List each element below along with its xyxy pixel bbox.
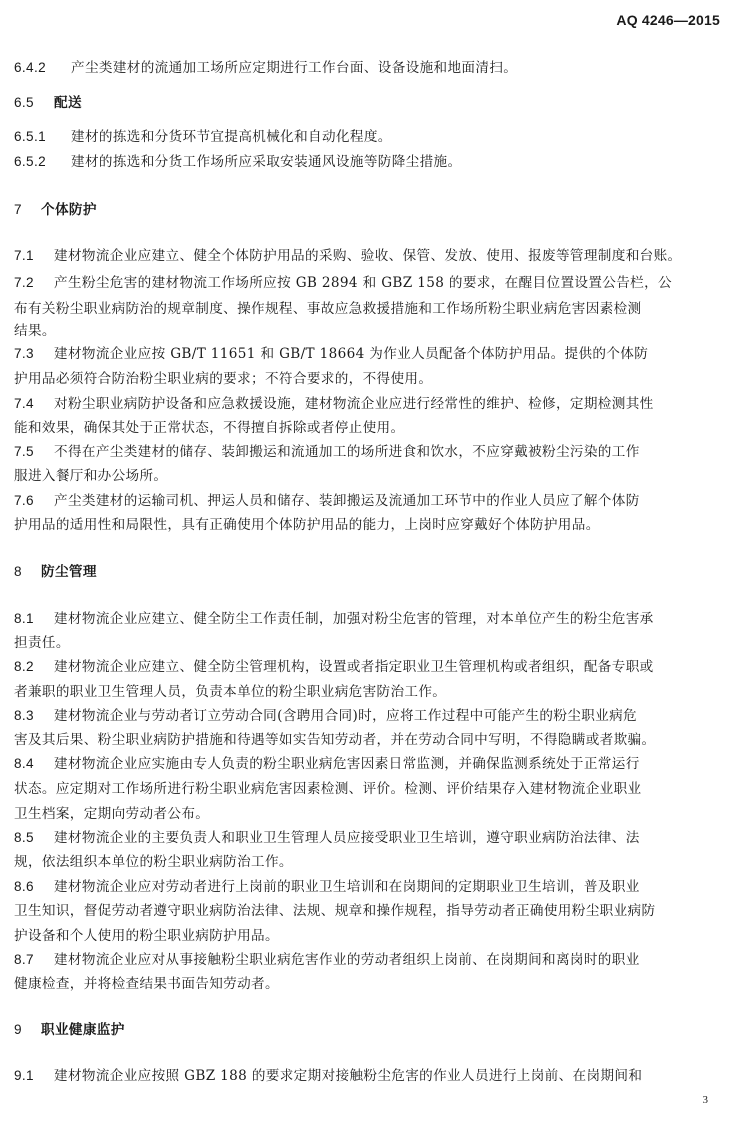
clause-number: 8.3 [14, 708, 34, 723]
section-heading-6-5 [14, 94, 720, 112]
clause-6-5-2 [14, 153, 720, 171]
clause-8-4 [14, 755, 720, 773]
clause-number: 8.1 [14, 611, 34, 626]
section-heading-9 [14, 1021, 720, 1039]
clause-text: 能和效果，确保其处于正常状态，不得擅自拆除或者停止使用。 [14, 420, 405, 436]
clause-continuation [14, 370, 720, 388]
clause-8-2 [14, 658, 720, 676]
clause-number: 6.4.2 [14, 60, 46, 75]
clause-continuation [14, 731, 720, 749]
clause-text: 规，依法组织本单位的粉尘职业病防治工作。 [14, 854, 293, 870]
section-number: 6.5 [14, 95, 34, 110]
clause-continuation [14, 975, 720, 993]
clause-text: 者兼职的职业卫生管理人员，负责本单位的粉尘职业病危害防治工作。 [14, 684, 447, 700]
clause-text: 建材物流企业应按照 GBZ 188 的要求定期对接触粉尘危害的作业人员进行上岗前、在岗期间和 [54, 1068, 643, 1084]
clause-number: 6.5.2 [14, 154, 46, 169]
clause-number: 7.6 [14, 493, 34, 508]
clause-text: 建材物流企业的主要负责人和职业卫生管理人员应接受职业卫生培训，遵守职业病防治法律、法 [54, 830, 640, 846]
clause-number: 7.2 [14, 275, 34, 290]
clause-text: 卫生档案，定期向劳动者公布。 [14, 806, 210, 822]
clause-number: 7.4 [14, 396, 34, 411]
clause-7-1 [14, 247, 720, 265]
clause-7-5 [14, 443, 720, 461]
standard-code-header: AQ 4246—2015 [616, 12, 720, 28]
clause-text: 害及其后果、粉尘职业病防护措施和待遇等如实告知劳动者，并在劳动合同中写明，不得隐瞒或者欺骗。 [14, 732, 656, 748]
clause-text: 产尘类建材的运输司机、押运人员和储存、装卸搬运及流通加工环节中的作业人员应了解个体防 [54, 493, 640, 509]
clause-7-6 [14, 492, 720, 510]
clause-text: 产生粉尘危害的建材物流工作场所应按 GB 2894 和 GBZ 158 的要求，在醒目位置设置公告栏，公 [54, 275, 672, 291]
clause-continuation [14, 780, 720, 798]
clause-continuation [14, 853, 720, 871]
clause-text: 对粉尘职业病防护设备和应急救援设施，建材物流企业应进行经常性的维护、检修，定期检测其性 [54, 396, 654, 412]
clause-continuation [14, 683, 720, 701]
clause-text: 建材物流企业应建立、健全防尘管理机构，设置或者指定职业卫生管理机构或者组织，配备专职或 [54, 659, 654, 675]
clause-text: 建材的拣选和分货环节宜提高机械化和自动化程度。 [71, 129, 392, 145]
clause-number: 8.5 [14, 830, 34, 845]
clause-text: 状态。应定期对工作场所进行粉尘职业病危害因素检测、评价。检测、评价结果存入建材物流企业职业 [14, 781, 642, 797]
clause-text: 建材物流企业应建立、健全防尘工作责任制，加强对粉尘危害的管理，对本单位产生的粉尘危害承 [54, 611, 654, 627]
clause-continuation [14, 516, 720, 534]
clause-text: 不得在产尘类建材的储存、装卸搬运和流通加工的场所进食和饮水，不应穿戴被粉尘污染的工作 [54, 444, 640, 460]
clause-continuation [14, 805, 720, 823]
clause-number: 7.3 [14, 346, 34, 361]
clause-text: 建材物流企业应对劳动者进行上岗前的职业卫生培训和在岗期间的定期职业卫生培训，普及职业 [54, 879, 640, 895]
section-number: 8 [14, 564, 22, 579]
clause-7-2 [14, 274, 720, 292]
section-title: 个体防护 [41, 202, 97, 218]
clause-number: 8.2 [14, 659, 34, 674]
clause-continuation [14, 634, 720, 652]
clause-8-1 [14, 610, 720, 628]
clause-6-4-2 [14, 59, 720, 77]
clause-text: 建材物流企业应对从事接触粉尘职业病危害作业的劳动者组织上岗前、在岗期间和离岗时的职业 [54, 952, 640, 968]
clause-continuation [14, 927, 720, 945]
clause-text: 护用品必须符合防治粉尘职业病的要求；不符合要求的，不得使用。 [14, 371, 433, 387]
clause-text: 建材物流企业应按 GB/T 11651 和 GB/T 18664 为作业人员配备个体防护用品。提供的个体防 [54, 346, 649, 362]
clause-text: 建材物流企业应建立、健全个体防护用品的采购、验收、保管、发放、使用、报废等管理制度和台账。 [54, 248, 682, 264]
clause-8-5 [14, 829, 720, 847]
clause-8-6 [14, 878, 720, 896]
clause-continuation [14, 419, 720, 437]
clause-text: 建材物流企业应实施由专人负责的粉尘职业病危害因素日常监测，并确保监测系统处于正常运行 [54, 756, 640, 772]
clause-continuation [14, 300, 720, 318]
clause-continuation [14, 322, 720, 340]
clause-number: 8.7 [14, 952, 34, 967]
clause-8-3 [14, 707, 720, 725]
clause-7-4 [14, 395, 720, 413]
clause-text: 建材物流企业与劳动者订立劳动合同(含聘用合同)时，应将工作过程中可能产生的粉尘职业病危 [54, 708, 637, 724]
section-heading-7 [14, 201, 720, 219]
clause-text: 卫生知识，督促劳动者遵守职业病防治法律、法规、规章和操作规程，指导劳动者正确使用粉尘职业病防 [14, 903, 656, 919]
section-heading-8 [14, 563, 720, 581]
section-number: 9 [14, 1022, 22, 1037]
clause-text: 布有关粉尘职业病防治的规章制度、操作规程、事故应急救援措施和工作场所粉尘职业病危害因素检测 [14, 301, 642, 317]
clause-text: 护设备和个人使用的粉尘职业病防护用品。 [14, 928, 279, 944]
clause-8-7 [14, 951, 720, 969]
section-number: 7 [14, 202, 22, 217]
section-title: 职业健康监护 [41, 1022, 125, 1038]
clause-continuation [14, 902, 720, 920]
clause-text: 建材的拣选和分货工作场所应采取安装通风设施等防降尘措施。 [71, 154, 462, 170]
section-title: 防尘管理 [41, 564, 97, 580]
clause-number: 7.1 [14, 248, 34, 263]
clause-7-3 [14, 345, 720, 363]
clause-text: 护用品的适用性和局限性，具有正确使用个体防护用品的能力，上岗时应穿戴好个体防护用品。 [14, 517, 600, 533]
clause-text: 服进入餐厅和办公场所。 [14, 468, 168, 484]
clause-text: 结果。 [14, 323, 56, 339]
clause-number: 9.1 [14, 1068, 34, 1083]
clause-6-5-1 [14, 128, 720, 146]
clause-text: 产尘类建材的流通加工场所应定期进行工作台面、设备设施和地面清扫。 [71, 60, 518, 76]
clause-number: 7.5 [14, 444, 34, 459]
clause-number: 6.5.1 [14, 129, 46, 144]
clause-continuation [14, 467, 720, 485]
page-number: 3 [702, 1094, 708, 1106]
clause-9-1 [14, 1067, 720, 1085]
section-title: 配送 [54, 95, 82, 111]
clause-text: 担责任。 [14, 635, 70, 651]
clause-number: 8.4 [14, 756, 34, 771]
clause-number: 8.6 [14, 879, 34, 894]
clause-text: 健康检查，并将检查结果书面告知劳动者。 [14, 976, 279, 992]
